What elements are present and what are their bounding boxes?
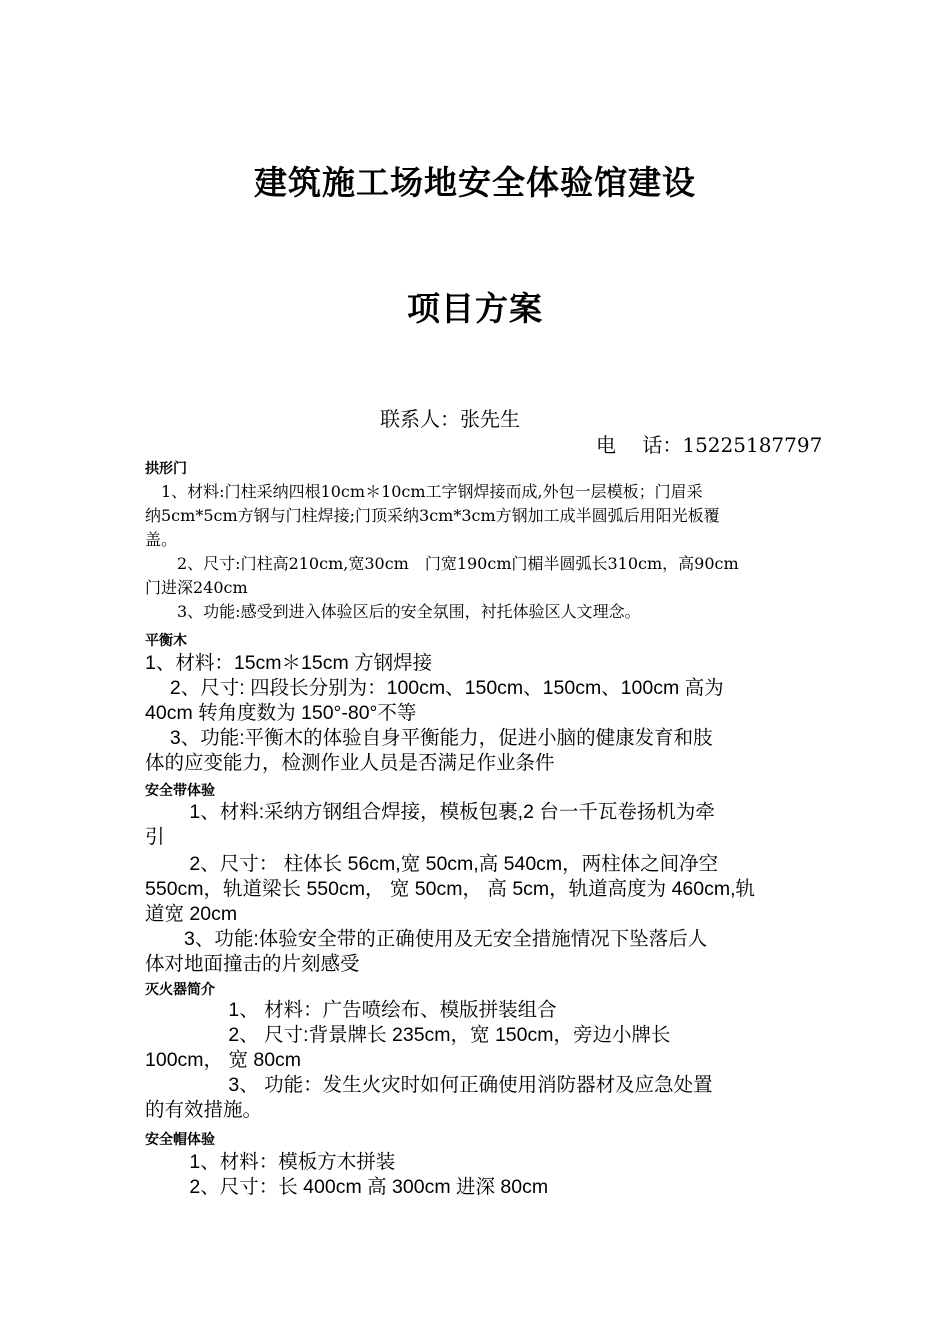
body-line: 1、材料:采纳方钢组合焊接，模板包裹,2 台一千瓦卷扬机为牵 (145, 801, 715, 823)
body-line: 2、尺寸：长 400cm 高 300cm 进深 80cm (145, 1176, 549, 1198)
body-line: 体对地面撞击的片刻感受 (145, 953, 360, 975)
body-line: 3、功能:体验安全带的正确使用及无安全措施情况下坠落后人 (145, 928, 708, 950)
body-line: 体的应变能力，检测作业人员是否满足作业条件 (145, 752, 555, 774)
contact-person: 联系人：张先生 (380, 407, 520, 431)
body-line: 2、尺寸： 柱体长 56cm,宽 50cm,高 540cm，两柱体之间净空 (145, 853, 719, 875)
section-heading-fire-extinguisher: 灭火器简介 (145, 982, 215, 998)
body-line: 40cm 转角度数为 150°-80°不等 (145, 702, 417, 724)
contact-phone: 电 话：15225187797 (596, 433, 823, 457)
section-body-safety-belt (145, 800, 810, 977)
body-line: 引 (145, 826, 165, 848)
section-body-safety-helmet (145, 1150, 810, 1200)
body-line: 1、 材料：广告喷绘布、模版拼装组合 (145, 999, 557, 1021)
body-line: 2、尺寸: 四段长分别为：100cm、150cm、150cm、100cm 高为 (145, 677, 724, 699)
body-line: 的有效措施。 (145, 1099, 263, 1121)
document-title-line-2: 项目方案 (407, 289, 543, 328)
section-heading-balance-beam: 平衡木 (145, 633, 187, 649)
body-line: 3、 功能：发生火灾时如何正确使用消防器材及应急处置 (145, 1074, 713, 1096)
body-line: 3、功能:感受到进入体验区后的安全氛围，衬托体验区人文理念。 (145, 602, 641, 621)
section-heading-safety-belt: 安全带体验 (145, 783, 215, 799)
section-body-balance-beam (145, 651, 810, 776)
body-line: 盖。 (145, 530, 178, 549)
body-line: 2、尺寸:门柱高210cm,宽30cm 门宽190cm门楣半圆弧长310cm，高90cm (145, 554, 739, 573)
body-line: 2、 尺寸:背景牌长 235cm，宽 150cm，旁边小牌长 (145, 1024, 671, 1046)
body-line: 550cm，轨道梁长 550cm， 宽 50cm， 高 5cm，轨道高度为 460cm,轨 (145, 878, 756, 900)
body-line: 3、功能:平衡木的体验自身平衡能力，促进小脑的健康发育和肢 (145, 727, 713, 749)
body-line: 100cm， 宽 80cm (145, 1049, 302, 1071)
section-heading-arch-gate: 拱形门 (145, 461, 187, 477)
body-line: 门进深240cm (145, 578, 248, 597)
body-line: 1、材料:门柱采纳四根10cm＊10cm工字钢焊接而成,外包一层模板；门眉采 (145, 482, 703, 501)
section-body-fire-extinguisher (145, 998, 810, 1123)
body-line: 1、材料：模板方木拼装 (145, 1151, 396, 1173)
body-line: 道宽 20cm (145, 903, 238, 925)
body-line: 纳5cm*5cm方钢与门柱焊接;门顶采纳3cm*3cm方钢加工成半圆弧后用阳光板覆 (145, 506, 720, 525)
section-body-arch-gate (145, 480, 810, 624)
document-title-line-1: 建筑施工场地安全体验馆建设 (254, 163, 696, 202)
body-line: 1、材料：15cm＊15cm 方钢焊接 (145, 652, 433, 674)
section-heading-safety-helmet: 安全帽体验 (145, 1132, 215, 1148)
